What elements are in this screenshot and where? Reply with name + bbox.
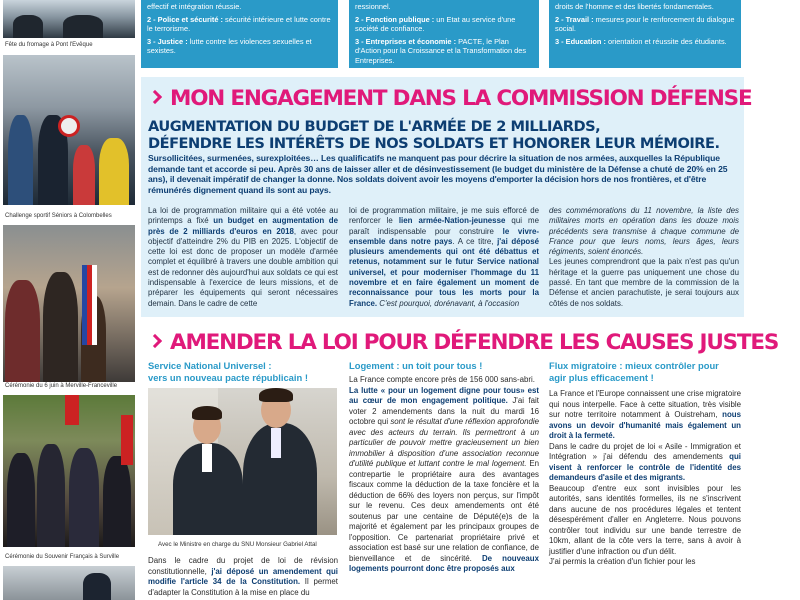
defense-subheading-1: AUGMENTATION DU BUDGET DE L'ARMÉE DE 2 MILLIARDS,	[148, 118, 601, 135]
caption-souvenir-ceremony: Cérémonie du Souvenir Français à Surville	[5, 554, 120, 560]
top-box-3-item: 2 - Travail : mesures pour le renforcement du dialogue social.	[555, 14, 735, 33]
top-box-1-item: effectif et intégration réussie.	[147, 2, 242, 11]
top-box-2-item: 2 - Fonction publique : un Etat au service d'une société de confiance.	[355, 14, 516, 33]
chevron-right-icon	[148, 334, 162, 348]
top-box-1	[141, 0, 338, 68]
defense-heading-text: MON ENGAGEMENT DANS LA COMMISSION DÉFENSE	[170, 86, 752, 111]
logement-body: La France compte encore près de 156 000 sans-abri. La lutte « pour un logement digne pour tous» est au cœur de mon engagement politique. J'ai fait voter 2 amendements dans la nuit du mardi 16 octobre qui sont le résultat d'une réflexion approfondie avec des acteurs du terrain. Ils permettront à un particulier de pouvoir mettre gracieusement un bien immobilier à disposition d'une association reconnue d'utilité publique et luttant contre le mal logement. En contrepartie le propriétaire aura des avantages fiscaux comme la déduction de la taxe foncière et la déduction de 66% des loyers non perçus, sur l'impôt sur le revenu. Ces deux amendements ont été soutenus par une centaine de Député(e)s de la majorité et également par les principaux groupes de l'opposition. Ce partenariat propriétaire privé et association est basé sur une relation de confiance, de bienveillance et de sincérité. De nouveaux logements pourront donc être proposés aux	[349, 375, 540, 573]
migration-title: Flux migratoire : mieux contrôler pour agir plus efficacement !	[549, 360, 719, 383]
causes-heading-text: AMENDER LA LOI POUR DÉFENDRE LES CAUSES JUSTES	[170, 330, 779, 355]
defense-col-1: La loi de programmation militaire qui a été votée au printemps a fixé un budget en augmentation de près de 2 milliards d'euros en 2018, avec pour objectif d'atteindre 2% du PIB en 2025. L'objectif de cette loi est donc de proposer un modèle d'armée complet et équilibré à travers une double ambition qui est de redonner dès aujourd'hui aux soldats ce qui est indispensable à l'exercice de leurs missions, et de préparer les équipements qui seront nécessaires demain. Dans le cadre de cette	[148, 206, 339, 308]
snu-body: Dans le cadre du projet de loi de révision constitutionnelle, j'ai déposé un amendement qui modifie l'article 34 de la Constitution. Il permet d'adapter la Constitution à la mise en place du	[148, 556, 338, 597]
top-box-2-item: 3 - Entreprises et économie : PACTE, le Plan d'Action pour la Croissance et la Transformation des Entreprises.	[355, 36, 527, 65]
photo-souvenir-ceremony	[3, 395, 135, 547]
defense-subheading-2: DÉFENDRE LES INTÉRÊTS DE NOS SOLDATS ET HONORER LEUR MÉMOIRE.	[148, 135, 720, 152]
top-box-3-item: 3 - Education : orientation et réussite des étudiants.	[555, 36, 727, 46]
snu-title: Service National Universel : vers un nouveau pacte républicain !	[148, 360, 308, 383]
photo-column	[0, 0, 137, 600]
defense-col-3: des commémorations du 11 novembre, la liste des militaires morts en opération dans les douze mois précédents sera transmise à chaque commune de France pour que leurs noms, leurs âges, leurs régiments, soient énoncés. Les jeunes comprendront que la paix n'est pas qu'un héritage et la guerre pas uniquement une chose du passé. En tant que membre de la commission de la Défense et ancien parachutiste, je serai toujours aux côtés de nos soldats.	[549, 206, 739, 308]
caption-senior-challenge: Challenge sportif Séniors à Colombelles	[5, 213, 112, 219]
photo-june-ceremony	[3, 225, 135, 382]
top-box-2	[349, 0, 539, 68]
top-box-3	[549, 0, 741, 68]
caption-cheese-fair: Fête du fromage à Pont l'Evêque	[5, 42, 93, 48]
defense-subheading	[148, 118, 738, 152]
photo-senior-challenge	[3, 55, 135, 205]
defense-col-2: loi de programmation militaire, je me suis efforcé de renforcer le lien armée-Nation-jeunesse qui me paraît indispensable pour construire le vivre-ensemble dans notre pays. A ce titre, j'ai déposé plusieurs amendements qui ont été débattus et retenus, notamment sur le futur Service national universel, et pour moderniser l'hommage du 11 novembre et en faire également un moment de reconnaissance pour tous les morts pour la France. C'est pourquoi, dorénavant, à l'occasion	[349, 206, 539, 308]
defense-heading	[150, 86, 751, 111]
logement-title: Logement : un toit pour tous !	[349, 360, 483, 371]
causes-heading	[150, 330, 778, 355]
top-box-1-item: 3 - Justice : lutte contre les violences sexuelles et sexistes.	[147, 36, 312, 55]
top-box-2-item: ressionnel.	[355, 2, 391, 11]
caption-june-ceremony: Cérémonie du 6 juin à Merville-Franceville	[5, 383, 118, 389]
photo-bottom	[3, 566, 135, 600]
migration-body: La France et l'Europe connaissent une crise migratoire qui nous interpelle. Face à cette situation, très visible sur notre territoire notamment à Ouistreham, nous avons un devoir d'humanité mais également un droit à la fermeté. Dans le cadre du projet de loi « Asile - Immigration et Intégration » j'ai défendu des amendements qui visent à renforcer le contrôle de l'identité des demandeurs d'asile et des migrants. Beaucoup d'entre eux sont invisibles pour les autorités, sans identités formelles, ils ne s'inscrivent dans aucune de nos procédures légales et tentent désespérément d'aller en Angleterre. Nous pouvons contrôler tout individu sur une bande terrestre de 10km, allant de la côte vers la terre, sans à avoir à justifier d'une infraction ou d'un délit. J'ai permis la création d'un fichier pour les	[549, 389, 741, 566]
top-box-3-item: droits de l'homme et des libertés fondamentales.	[555, 2, 714, 11]
chevron-right-icon	[148, 90, 162, 104]
photo-minister-caption: Avec le Ministre en charge du SNU Monsieur Gabriel Attal	[158, 541, 317, 548]
top-box-1-item: 2 - Police et sécurité : sécurité intérieure et lutte contre le terrorisme.	[147, 14, 331, 33]
photo-minister	[148, 388, 337, 535]
defense-intro: Sursollicitées, surmenées, surexploitées… Les qualificatifs ne manquent pas pour décrire la situation de nos armées, auxquelles la République demande tant et accorde si peu. Après 30 ans de laisser aller et de désinvestissement (le budget du ministère de la Défense a chuté de 20% en 25 ans), il devenait impératif de changer la donne. Nos soldats doivent avoir les moyens d'emporter la décision hors de nos frontières, et d'être rémunérés dignement quand ils sont au pays.	[148, 153, 728, 195]
photo-cheese-fair	[3, 0, 135, 38]
